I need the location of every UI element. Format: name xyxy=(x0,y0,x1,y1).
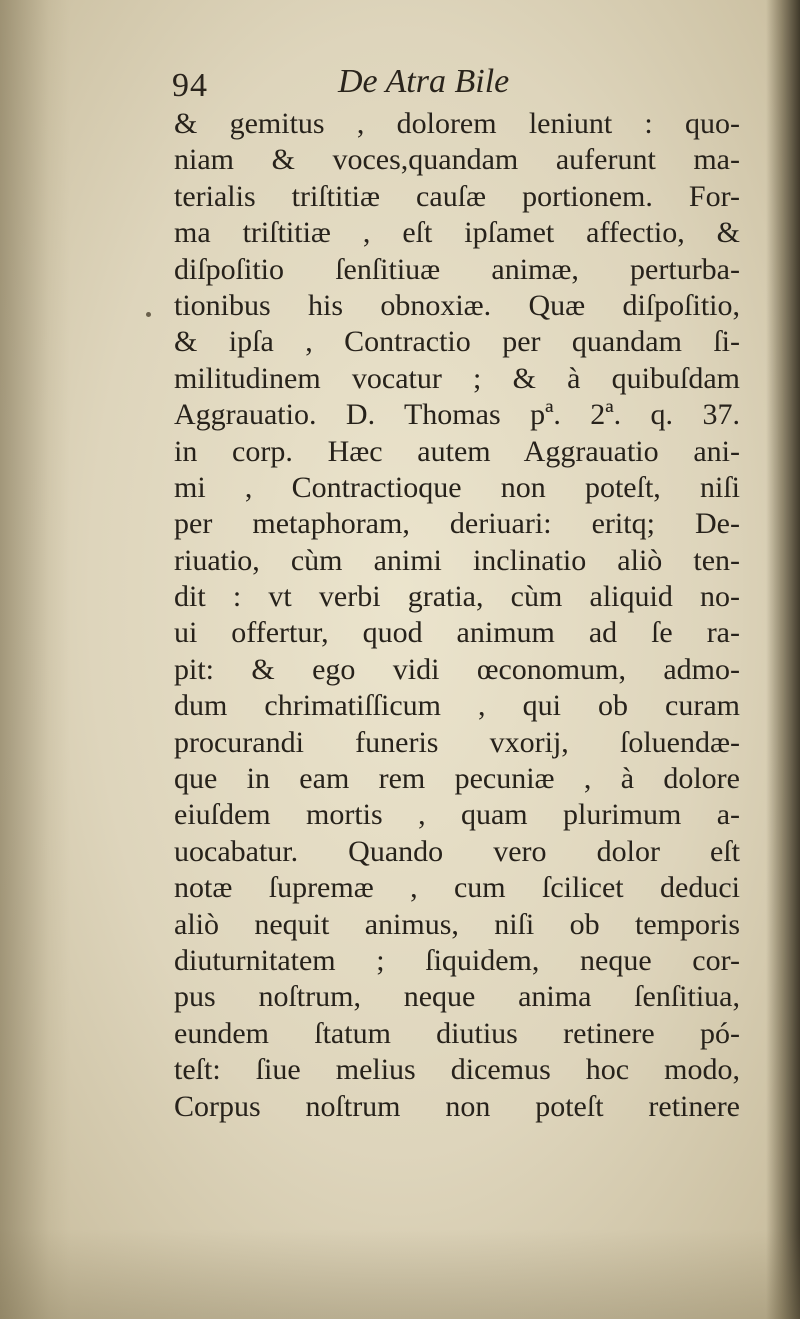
text-line: in corp. Hæc autem Aggrauatio ani- xyxy=(174,434,740,468)
page-edge-shadow xyxy=(766,0,800,1319)
text-line: pus noſtrum, neque anima ſenſitiua, xyxy=(174,980,740,1014)
text-line: & gemitus , dolorem leniunt : quo- xyxy=(174,107,740,140)
text-line: eundem ſtatum diutius retinere pó- xyxy=(174,1016,740,1050)
text-line: teſt: ſiue melius dicemus hoc modo, xyxy=(174,1053,740,1087)
text-line: & ipſa , Contractio per quandam ſi- xyxy=(174,325,740,359)
page-bottom-shadow xyxy=(0,1229,800,1319)
text-line: dum chrimatiſſicum , qui ob curam xyxy=(174,689,740,723)
text-line: diuturnitatem ; ſiquidem, neque cor- xyxy=(174,943,740,977)
page-gutter-shadow xyxy=(0,0,70,1319)
page-number: 94 xyxy=(172,67,208,104)
text-line: ui offertur, quod animum ad ſe ra- xyxy=(174,616,740,650)
text-line: diſpoſitio ſenſitiuæ animæ, perturba- xyxy=(174,252,740,286)
text-line: Corpus noſtrum non poteſt retinere xyxy=(174,1089,740,1123)
text-line: riuatio, cùm animi inclinatio aliò ten- xyxy=(174,543,740,577)
text-line: aliò nequit animus, niſi ob temporis xyxy=(174,907,740,941)
text-line: Aggrauatio. D. Thomas pª. 2ª. q. 37. xyxy=(174,398,740,432)
page-header xyxy=(172,62,592,112)
text-line: terialis triſtitiæ cauſæ portionem. For- xyxy=(174,179,740,213)
running-title: De Atra Bile xyxy=(338,63,510,100)
text-line: mi , Contractioque non poteſt, niſi xyxy=(174,470,740,504)
text-line: notæ ſupremæ , cum ſcilicet deduci xyxy=(174,871,740,905)
text-line: eiuſdem mortis , quam plurimum a- xyxy=(174,798,740,832)
text-line: uocabatur. Quando vero dolor eſt xyxy=(174,834,740,868)
body-text xyxy=(174,106,740,1125)
text-line: ma triſtitiæ , eſt ipſamet affectio, & xyxy=(174,216,740,250)
text-line: pit: & ego vidi œconomum, admo- xyxy=(174,652,740,686)
text-line: procurandi funeris vxorij, ſoluendæ- xyxy=(174,725,740,759)
margin-mark xyxy=(146,312,151,317)
text-line: que in eam rem pecuniæ , à dolore xyxy=(174,762,740,796)
text-line: per metaphoram, deriuari: eritq; De- xyxy=(174,507,740,541)
text-line: tionibus his obnoxiæ. Quæ diſpoſitio, xyxy=(174,288,740,322)
text-line: dit : vt verbi gratia, cùm aliquid no- xyxy=(174,580,740,614)
text-line: niam & voces,quandam auferunt ma- xyxy=(174,143,740,177)
text-line: militudinem vocatur ; & à quibuſdam xyxy=(174,361,740,395)
